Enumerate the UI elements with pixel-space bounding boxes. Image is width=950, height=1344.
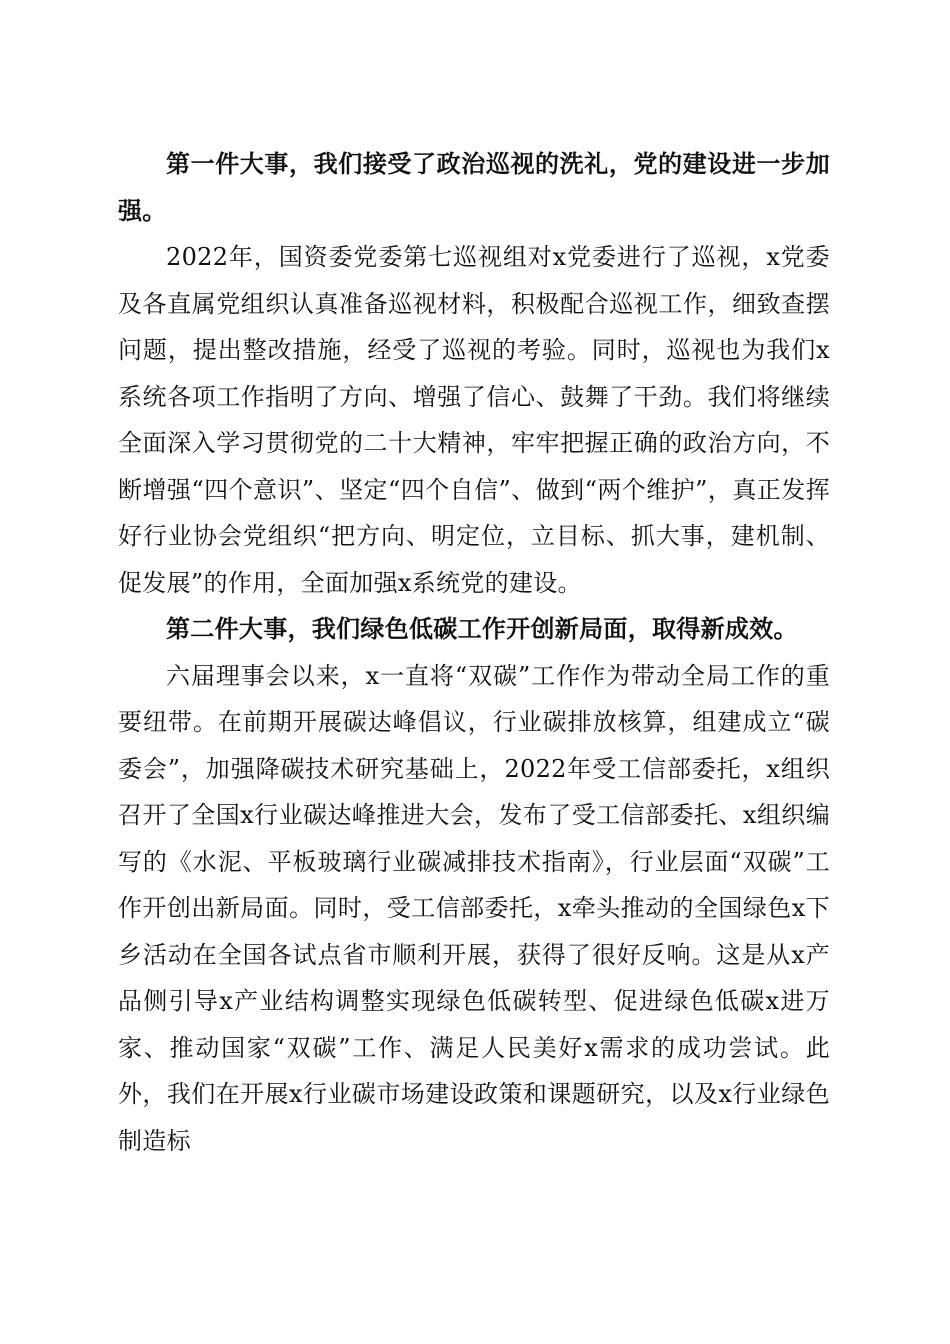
section-heading-first-event: 第一件大事，我们接受了政治巡视的洗礼，党的建设进一步加强。 — [118, 149, 830, 225]
section-heading-second-event: 第二件大事，我们绿色低碳工作开创新局面，取得新成效。 — [166, 614, 798, 643]
paragraph-green-low-carbon: 六届理事会以来，x一直将“双碳”工作作为带动全局工作的重要纽带。在前期开展碳达峰倡议，行业碳排放核算，组建成立“碳委会”，加强降碳技术研究基础上，2022年受工信部委托，x组织召开了全国x行业碳达峰推进大会，发布了受工信部委托、x组织编写的《水泥、平板玻璃行业碳减排技术指南》，行业层面“双碳”工作开创出新局面。同时，受工信部委托，x牵头推动的全国绿色x下乡活动在全国各试点省市顺利开展，获得了很好反响。这是从x产品侧引导x产业结构调整实现绿色低碳转型、促进绿色低碳x进万家、推动国家“双碳”工作、满足人民美好x需求的成功尝试。此外，我们在开展x行业碳市场建设政策和课题研究，以及x行业绿色制造标 — [118, 661, 830, 1155]
paragraph-inspection: 2022年，国资委党委第七巡视组对x党委进行了巡视，x党委及各直属党组织认真准备巡视材料，积极配合巡视工作，细致查摆问题，提出整改措施，经受了巡视的考验。同时，巡视也为我们x系统各项工作指明了方向、增强了信心、鼓舞了干劲。我们将继续全面深入学习贯彻党的二十大精神，牢牢把握正确的政治方向，不断增强“四个意识”、坚定“四个自信”、做到“两个维护”，真正发挥好行业协会党组织“把方向、明定位，立目标、抓大事，建机制、促发展”的作用，全面加强x系统党的建设。 — [118, 243, 830, 597]
document-body — [118, 141, 830, 1164]
